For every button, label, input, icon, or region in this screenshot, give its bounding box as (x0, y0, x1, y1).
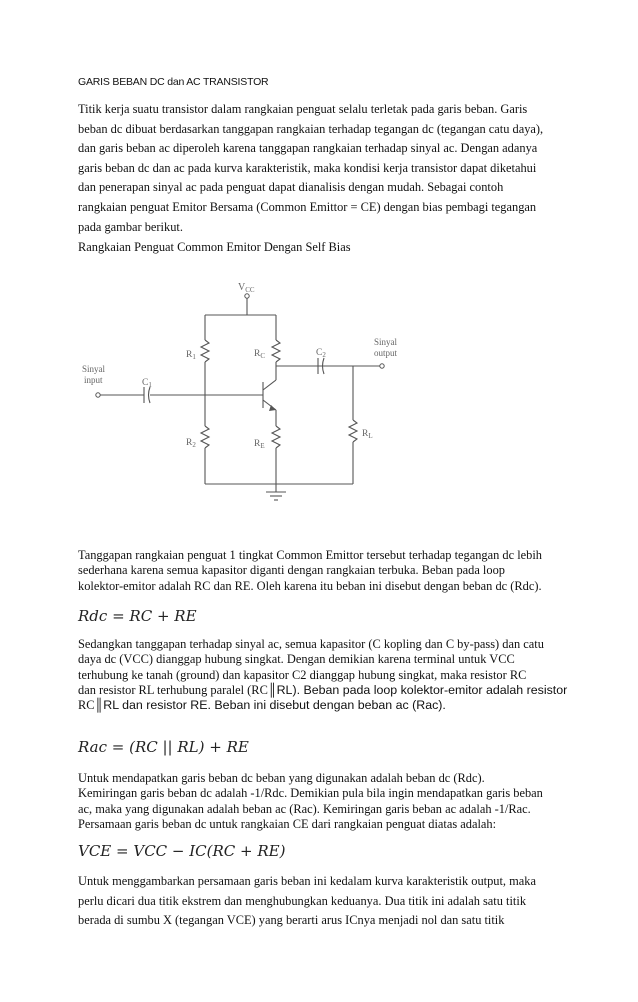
r1-label: $R_1$ (186, 350, 196, 361)
text-line: dan resistor RL terhubung paralel (RC║RL). Beban pada loop kolektor-emitor adalah resistor (78, 682, 568, 697)
c1-label: $C_1$ (142, 378, 152, 389)
text-line: Untuk mendapatkan garis beban dc beban yang digunakan adalah beban dc (Rdc). (78, 771, 485, 785)
output-label: Sinyal (374, 337, 398, 347)
text-line: dan penerapan sinyal ac pada penguat dapat dianalisis dengan mudah. Sebagai contoh (78, 180, 504, 195)
text-line: sederhana karena semua kapasitor diganti dengan rangkaian terbuka. Beban pada loop (78, 563, 505, 578)
formula-rdc: Rdc = RC + RE (78, 607, 197, 625)
text-line: garis beban dc dan ac pada kurva karakteristik, maka kondisi kerja transistor dapat diketahui (78, 160, 537, 175)
text-line: ac, maka yang digunakan adalah beban ac (Rac). Kemiringan garis beban ac adalah -1/Rac. (78, 801, 531, 816)
text-line: Titik kerja suatu transistor dalam rangkaian penguat selalu terletak pada garis beban. Garis (78, 102, 528, 116)
section-title: Rangkaian Penguat Common Emitor Dengan Self Bias (78, 240, 351, 254)
intro-paragraph (78, 100, 566, 237)
text-line: RC║RL dan resistor RE. Beban ini disebut dengan beban ac (Rac). (78, 698, 446, 713)
document-heading: GARIS BEBAN DC dan AC TRANSISTOR (78, 76, 269, 88)
text-line: Sedangkan tanggapan terhadap sinyal ac, semua kapasitor (C kopling dan C by-pass) dan catu (78, 637, 544, 651)
text-line: berada di sumbu X (tegangan VCE) yang berarti arus ICnya menjadi nol dan satu titik (78, 913, 505, 928)
formula-rac: Rac = (RC || RL) + RE (78, 738, 249, 756)
input-label: input (84, 375, 103, 385)
output-label: output (374, 348, 398, 358)
ac-load-paragraph (78, 637, 566, 713)
re-label: $R_E$ (254, 439, 265, 450)
formula-vce: VCE = VCC − IC(RC + RE) (78, 842, 286, 860)
rc-label: $R_C$ (254, 349, 266, 360)
text-line: rangkaian penguat Emitor Bersama (Common Emittor = CE) dengan bias pembagi tegangan (78, 199, 537, 214)
text-line: beban dc dibuat berdasarkan tanggapan rangkaian terhadap tegangan dc (tegangan catu daya), (78, 121, 544, 136)
text-line: Untuk menggambarkan persamaan garis beban ini kedalam kurva karakteristik output, maka (78, 874, 536, 888)
closing-paragraph (78, 872, 566, 931)
text-line: daya dc (VCC) dianggap hubung singkat. Dengan demikian karena terminal untuk VCC (78, 652, 515, 667)
input-label: Sinyal (82, 364, 106, 374)
c2-label: $C_2$ (316, 348, 326, 359)
text-line: dan garis beban ac diperoleh karena tanggapan rangkaian terhadap sinyal ac. Dengan adanya (78, 141, 538, 156)
text-line: Persamaan garis beban dc untuk rangkaian CE dari rangkaian penguat diatas adalah: (78, 816, 497, 831)
load-line-paragraph (78, 771, 566, 832)
text-line: pada gambar berikut. (78, 219, 183, 234)
text-line: Kemiringan garis beban dc adalah -1/Rdc. Demikian pula bila ingin mendapatkan garis beban (78, 786, 543, 801)
dc-load-paragraph (78, 548, 566, 594)
text-line: Tanggapan rangkaian penguat 1 tingkat Common Emittor tersebut terhadap tegangan dc lebih (78, 548, 542, 562)
vcc-label: $V_{CC}$ (238, 282, 255, 294)
text-line: terhubung ke tanah (ground) dan kapasitor C2 dianggap hubung singkat, maka resistor RC (78, 667, 527, 682)
r2-label: $R_2$ (186, 438, 196, 449)
text-line: kolektor-emitor adalah RC dan RE. Oleh karena itu beban ini disebut dengan beban dc (Rdc). (78, 578, 542, 593)
rl-label: $R_L$ (362, 429, 373, 440)
common-emitter-circuit-diagram (78, 270, 408, 510)
text-line: perlu dicari dua titik ekstrem dan menghubungkan keduanya. Dua titik ini adalah satu titik (78, 893, 527, 908)
